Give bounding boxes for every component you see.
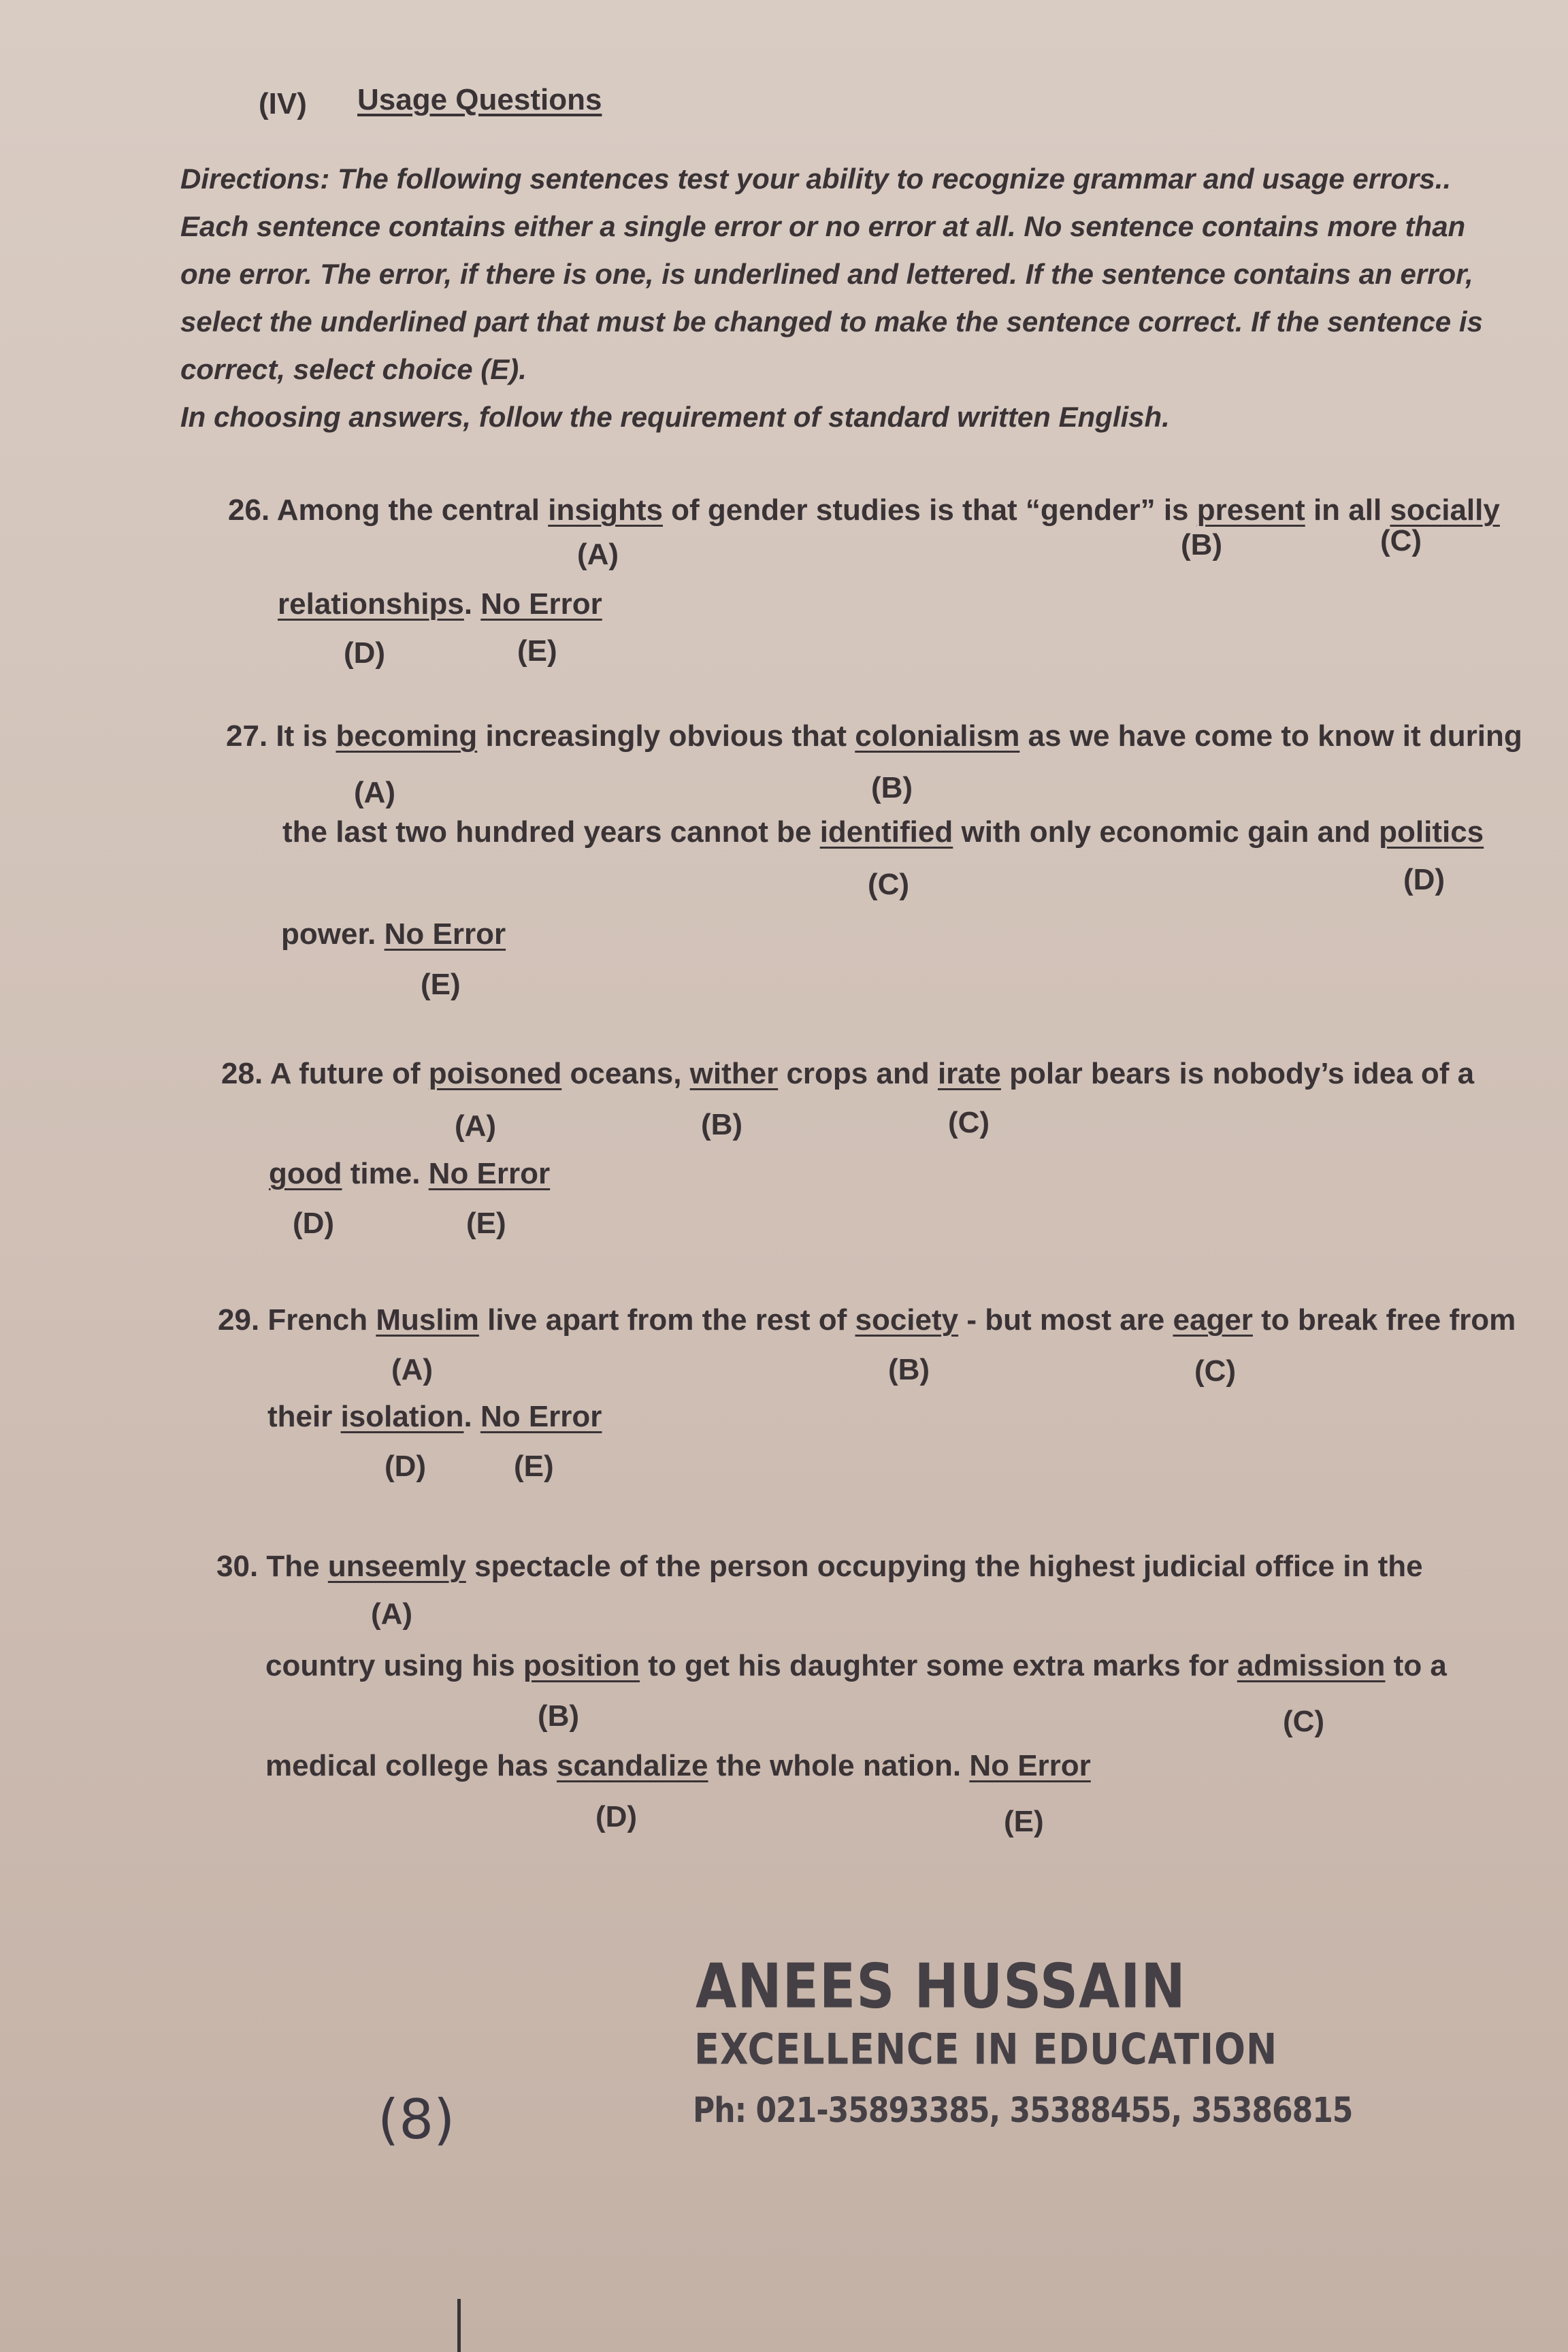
directions-block — [180, 155, 1507, 441]
option-e-label: (E) — [517, 634, 557, 668]
option-e-text[interactable]: No Error — [480, 587, 602, 621]
directions-line: In choosing answers, follow the requirement of standard written English. — [180, 401, 1170, 433]
directions-line: one error. The error, if there is one, is underlined and lettered. If the sentence contains an error, — [180, 258, 1473, 290]
option-e-label: (E) — [1004, 1805, 1044, 1838]
option-d-label: (D) — [1403, 863, 1446, 896]
directions-line: Each sentence contains either a single error or no error at all. No sentence contains more than — [180, 210, 1466, 242]
option-c-label: (C) — [1194, 1354, 1237, 1388]
page-number: (8) — [378, 2088, 455, 2151]
option-b-label: (B) — [888, 1353, 930, 1386]
question-26-line-1: 26. Among the central insights of gender studies is that “gender” is present in all socially — [228, 493, 1500, 527]
option-a-label: (A) — [455, 1109, 497, 1143]
question-27-line-3: power. No Error — [281, 917, 506, 951]
option-d-text[interactable]: isolation — [340, 1400, 464, 1433]
option-c-text[interactable]: eager — [1173, 1303, 1253, 1337]
option-c-label: (C) — [948, 1106, 990, 1139]
question-30-line-1: 30. The unseemly spectacle of the person occupying the highest judicial office in the — [216, 1550, 1423, 1583]
stamp-phone: Ph: 021-35893385, 35388455, 35386815 — [693, 2091, 1353, 2131]
option-b-text[interactable]: present — [1196, 493, 1305, 527]
question-27-line-2: the last two hundred years cannot be identified with only economic gain and politics — [282, 815, 1484, 849]
option-c-text[interactable]: admission — [1237, 1649, 1386, 1682]
directions-line: Directions: The following sentences test your ability to recognize grammar and usage errors.. — [180, 163, 1452, 195]
option-e-label: (E) — [421, 968, 461, 1001]
question-number: 28. — [221, 1057, 263, 1090]
option-c-label: (C) — [1380, 524, 1422, 557]
pen-mark — [457, 2299, 461, 2352]
option-d-label: (D) — [385, 1450, 427, 1483]
directions-line: correct, select choice (E). — [180, 353, 527, 385]
option-d-label: (D) — [595, 1800, 638, 1833]
option-a-text[interactable]: poisoned — [428, 1057, 562, 1090]
option-b-label: (B) — [1181, 528, 1223, 561]
question-26-line-2: relationships. No Error — [278, 587, 602, 621]
option-a-text[interactable]: becoming — [336, 719, 478, 753]
question-29-line-1: 29. French Muslim live apart from the rest of society - but most are eager to break free from — [218, 1303, 1516, 1337]
directions-line: select the underlined part that must be changed to make the sentence correct. If the sentence is — [180, 306, 1483, 338]
option-a-label: (A) — [577, 538, 619, 571]
option-a-text[interactable]: unseemly — [327, 1550, 466, 1583]
stamp-tagline: EXCELLENCE IN EDUCATION — [694, 2025, 1278, 2074]
question-28-line-1: 28. A future of poisoned oceans, wither crops and irate polar bears is nobody’s idea of a — [221, 1057, 1475, 1090]
option-d-text[interactable]: politics — [1379, 815, 1484, 849]
question-number: 26. — [228, 493, 270, 527]
option-e-label: (E) — [514, 1450, 554, 1483]
option-b-text[interactable]: society — [855, 1303, 959, 1337]
question-number: 27. — [226, 719, 268, 753]
option-e-text[interactable]: No Error — [969, 1749, 1091, 1782]
option-a-label: (A) — [371, 1597, 413, 1631]
option-a-label: (A) — [391, 1353, 434, 1386]
option-e-text[interactable]: No Error — [480, 1400, 602, 1433]
question-28-line-2: good time. No Error — [269, 1157, 551, 1190]
option-b-text[interactable]: wither — [689, 1057, 779, 1090]
stamp-name: ANEES HUSSAIN — [696, 1952, 1186, 2023]
option-c-text[interactable]: irate — [937, 1057, 1001, 1090]
question-30-line-2: country using his position to get his daughter some extra marks for admission to a — [265, 1649, 1447, 1682]
option-d-label: (D) — [293, 1207, 335, 1240]
option-b-label: (B) — [701, 1108, 743, 1141]
option-e-text[interactable]: No Error — [384, 917, 506, 951]
question-number: 30. — [216, 1550, 259, 1583]
option-b-text[interactable]: position — [523, 1649, 640, 1682]
section-number: (IV) — [259, 87, 307, 120]
option-c-label: (C) — [868, 868, 910, 901]
option-d-text[interactable]: scandalize — [556, 1749, 708, 1782]
option-e-label: (E) — [466, 1207, 506, 1240]
option-b-text[interactable]: colonialism — [855, 719, 1020, 753]
option-d-text[interactable]: relationships — [278, 587, 464, 621]
option-d-text[interactable]: good — [269, 1157, 342, 1190]
option-b-label: (B) — [871, 771, 913, 804]
question-27-line-1: 27. It is becoming increasingly obvious that colonialism as we have come to know it during — [226, 719, 1522, 753]
question-29-line-2: their isolation. No Error — [267, 1400, 602, 1433]
option-a-text[interactable]: Muslim — [376, 1303, 479, 1337]
option-c-text[interactable]: identified — [819, 815, 953, 849]
question-number: 29. — [218, 1303, 260, 1337]
option-c-text[interactable]: socially — [1390, 493, 1500, 527]
option-d-label: (D) — [344, 636, 386, 670]
option-c-label: (C) — [1283, 1705, 1325, 1738]
section-title: Usage Questions — [357, 83, 602, 116]
question-30-line-3: medical college has scandalize the whole nation. No Error — [265, 1749, 1091, 1782]
option-b-label: (B) — [538, 1699, 580, 1733]
option-a-text[interactable]: insights — [548, 493, 663, 527]
option-a-label: (A) — [354, 776, 396, 809]
option-e-text[interactable]: No Error — [428, 1157, 551, 1190]
